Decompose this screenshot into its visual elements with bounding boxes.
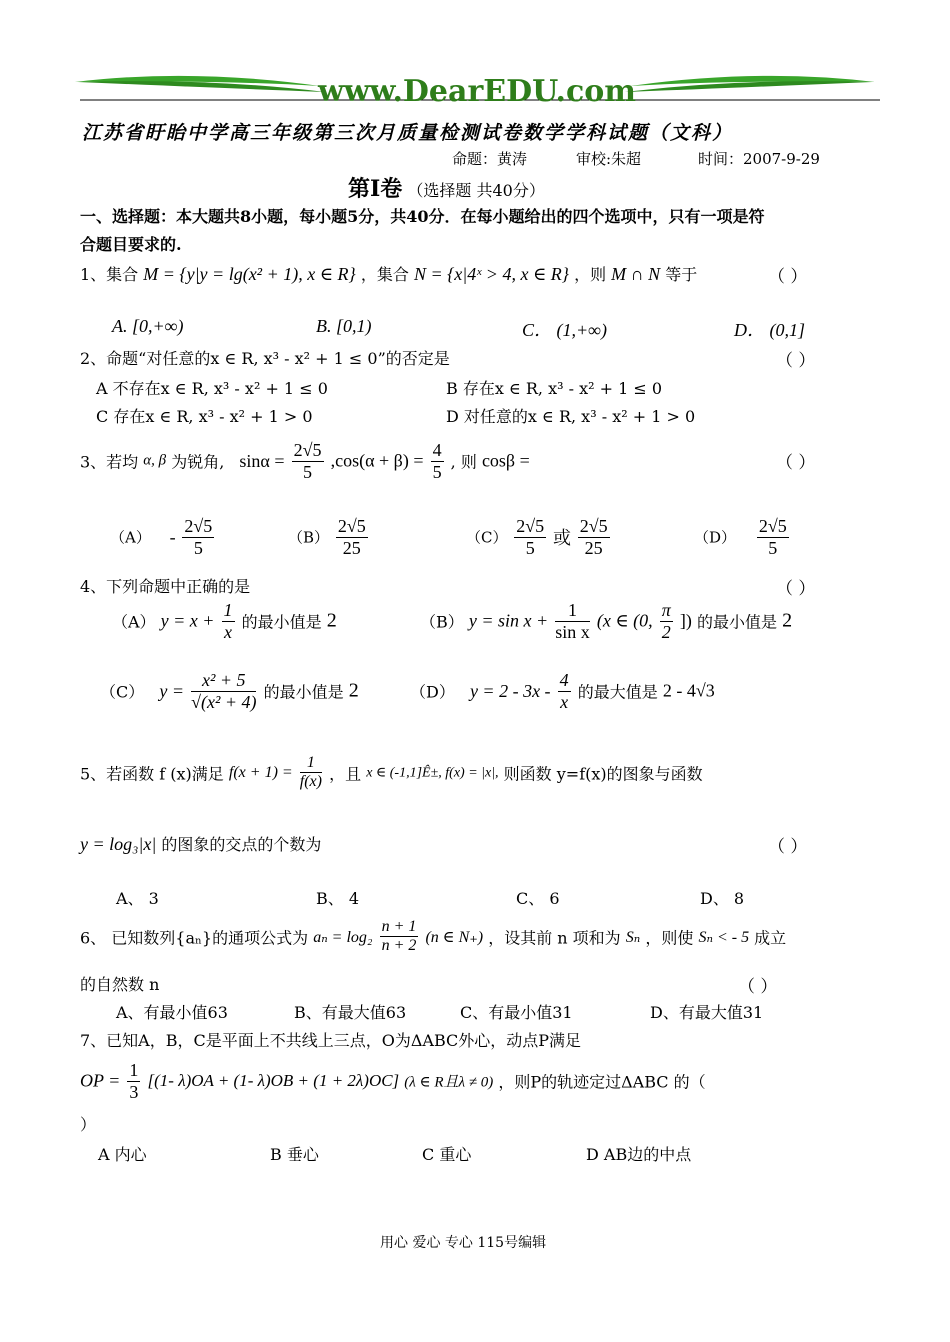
q7-stem: 7、已知A，B，C是平面上不共线上三点，O为ΔABC外心，动点P满足 xyxy=(80,1031,582,1050)
q3-then: , 则 xyxy=(450,452,477,472)
q3-option-c-frac1 xyxy=(514,516,546,558)
q6-cond-post: 成立 xyxy=(754,928,787,948)
q5-line2 xyxy=(80,832,321,855)
q4-option-c-label: （C） xyxy=(100,682,145,702)
q4-option-b-dnum: π xyxy=(661,600,671,620)
q4-option-d-val: 2 - 4√3 xyxy=(662,680,715,701)
q3-stem xyxy=(80,440,530,482)
q3-option-d xyxy=(694,516,791,558)
q6-frac xyxy=(380,918,419,956)
q4-option-b-val: 2 xyxy=(782,609,793,632)
q4-option-a-den: x xyxy=(224,621,233,642)
q3-option-c-num2: 2√5 xyxy=(579,516,608,536)
q4-option-a-frac xyxy=(222,600,235,642)
q3-option-c-den1: 5 xyxy=(525,537,535,558)
q2-option-c: C 存在x ∈ R, x³ - x² + 1 > 0 xyxy=(96,407,313,426)
q4-option-b-lhs: y = sin x + xyxy=(468,610,549,631)
q4-option-c-den: √(x² + 4) xyxy=(191,691,257,712)
q3-option-a-sign: - xyxy=(169,526,176,547)
q2-option-b: B 存在x ∈ R, x³ - x² + 1 ≤ 0 xyxy=(446,379,663,398)
q6-formula-rhs: (n ∈ N₊) xyxy=(425,928,484,946)
q7-bracket: [(1- λ)OA + (1- λ)OB + (1 + 2λ)OC] xyxy=(147,1071,400,1091)
q4-option-b-domain-frac xyxy=(660,600,673,642)
q2-option-d: D 对任意的x ∈ R, x³ - x² + 1 > 0 xyxy=(446,407,696,426)
q7-frac-num: 1 xyxy=(129,1060,139,1080)
q4-option-a-val: 2 xyxy=(326,609,337,632)
q4-option-d-label: （D） xyxy=(410,682,455,702)
q6-option-a: A、有最小值63 xyxy=(116,1003,228,1022)
q3-frac1-num: 2√5 xyxy=(293,440,322,460)
q3-cos-rhs: cosβ = xyxy=(481,450,530,471)
q5-stem xyxy=(80,754,703,792)
q1-expr: M ∩ N xyxy=(611,264,661,284)
q4-option-b-den: sin x xyxy=(555,621,590,642)
q7-formula xyxy=(80,1060,706,1102)
q5-option-c: C、 6 xyxy=(516,889,560,908)
q5-frac-num: 1 xyxy=(300,754,322,773)
q2-answer-paren: （ ） xyxy=(776,351,816,371)
q4-option-d-text: 的最大值是 xyxy=(577,682,658,702)
q7-option-d: D AB边的中点 xyxy=(586,1145,692,1164)
section-subtitle: （选择题 共40分） xyxy=(407,181,545,200)
q5-fn2: y = log₃|x| xyxy=(80,834,157,854)
q4-option-d xyxy=(410,670,715,712)
q4-option-a-label: （A） xyxy=(112,612,156,632)
header-logo-text: www.DearEDU.com xyxy=(318,74,637,109)
q6-frac-den: n + 2 xyxy=(381,937,417,955)
q3-cos-lhs: ,cos(α + β) = xyxy=(330,450,424,471)
q7-option-a: A 内心 xyxy=(98,1145,147,1164)
q4-option-b-text: 的最小值是 xyxy=(696,612,777,632)
q4-option-b xyxy=(420,600,792,642)
q5-option-a: A、 3 xyxy=(116,889,159,908)
q1-option-b: B. [0,1) xyxy=(316,316,372,336)
q4-option-d-num: 4 xyxy=(559,670,569,690)
q4-option-b-dden: 2 xyxy=(661,621,671,642)
q1-option-a: A. [0,+∞) xyxy=(112,316,184,336)
q1-label: 1、集合 xyxy=(80,265,139,284)
q7-option-b: B 垂心 xyxy=(270,1145,319,1164)
q2-stem: 2、命题“对任意的x ∈ R, x³ - x² + 1 ≤ 0”的否定是 xyxy=(80,349,450,368)
section-heading xyxy=(348,172,545,203)
q5-ask: 的图象的交点的个数为 xyxy=(161,835,322,854)
q6-mid: ，设其前 n 项和为 xyxy=(488,928,621,948)
q6-formula-lhs: aₙ = log₂ xyxy=(313,928,373,946)
q5-cond: x ∈ (-1,1]Ê±, f(x) = |x|, xyxy=(366,765,499,781)
q7-cond: (λ ∈ R且λ ≠ 0) xyxy=(404,1074,494,1091)
q7-close: ） xyxy=(80,1115,97,1134)
section-title: 第Ⅰ卷 xyxy=(348,176,403,202)
q4-option-b-domain-post: ]) xyxy=(679,610,692,631)
q3-option-a-label: （A） xyxy=(110,528,151,547)
q3-label: 3、若均 xyxy=(80,452,139,472)
q3-answer-paren: （ ） xyxy=(776,453,816,473)
byline-author: 命题：黄涛 xyxy=(452,150,528,168)
q2-option-a: A 不存在x ∈ R, x³ - x² + 1 ≤ 0 xyxy=(96,379,328,398)
q3-option-c-num1: 2√5 xyxy=(516,516,545,536)
q5-then: 则函数 y=f(x)的图象与函数 xyxy=(503,764,703,784)
q1-stem xyxy=(80,262,697,285)
q5-frac xyxy=(300,754,322,792)
q4-option-c-lhs: y = xyxy=(159,680,184,701)
q5-answer-paren: （ ） xyxy=(768,837,808,857)
q4-option-c-frac xyxy=(191,670,256,712)
q3-option-c-frac2 xyxy=(578,516,610,558)
q5-label: 5、若函数 f (x)满足 xyxy=(80,764,224,784)
q3-option-c-den2: 25 xyxy=(584,537,603,558)
q3-frac2 xyxy=(431,440,444,482)
q4-option-a-text: 的最小值是 xyxy=(241,612,322,632)
q7-frac xyxy=(127,1060,140,1102)
q4-option-c-text: 的最小值是 xyxy=(263,682,344,702)
byline-reviewer: 审校:朱超 xyxy=(576,150,642,168)
q3-option-d-frac xyxy=(757,516,789,558)
q5-option-d: D、 8 xyxy=(700,889,745,908)
q3-option-d-label: （D） xyxy=(694,528,737,547)
q3-frac2-den: 5 xyxy=(432,461,442,482)
q3-option-d-num: 2√5 xyxy=(758,516,787,536)
q4-stem: 4、下列命题中正确的是 xyxy=(80,577,251,596)
q3-option-b-num: 2√5 xyxy=(337,516,366,536)
q3-frac2-num: 4 xyxy=(432,440,442,460)
q3-option-c-or: 或 xyxy=(552,528,571,550)
byline-date: 时间：2007-9-29 xyxy=(698,150,820,168)
q4-option-b-frac xyxy=(555,600,590,642)
q4-option-b-label: （B） xyxy=(420,612,464,632)
q6-line2: 的自然数 n xyxy=(80,975,160,994)
q4-option-c-val: 2 xyxy=(348,679,359,702)
q6-cond-pre: ，则使 xyxy=(645,928,694,948)
q3-option-b-frac xyxy=(336,516,368,558)
q6-answer-paren: （ ） xyxy=(738,977,778,997)
q4-option-c xyxy=(100,670,359,712)
q1-option-d: D． (0,1] xyxy=(734,320,805,340)
q5-and: ，且 xyxy=(329,764,362,784)
q7-tail: ，则P的轨迹定过ΔABC 的（ xyxy=(498,1072,706,1092)
q4-option-a-lhs: y = x + xyxy=(160,610,215,631)
q3-option-a-num: 2√5 xyxy=(184,516,213,536)
page-title: 江苏省盱眙中学高三年级第三次月质量检测试卷数学学科试题（文科） xyxy=(82,122,734,144)
q3-vars: α, β xyxy=(143,452,167,469)
q1-mid: ，集合 xyxy=(360,265,409,284)
q4-option-d-den: x xyxy=(560,691,569,712)
q6-stem xyxy=(80,918,786,956)
q6-cond: Sₙ < - 5 xyxy=(698,928,750,946)
q3-option-a-den: 5 xyxy=(193,537,203,558)
q6-option-b: B、有最大值63 xyxy=(294,1003,407,1022)
q3-option-c xyxy=(466,516,612,558)
q4-option-d-lhs: y = 2 - 3x - xyxy=(469,680,551,701)
q4-option-a-num: 1 xyxy=(223,600,233,620)
q4-option-d-frac xyxy=(558,670,571,712)
q5-option-b: B、 4 xyxy=(316,889,360,908)
q5-frac-den: f(x) xyxy=(299,773,322,791)
q4-answer-paren: （ ） xyxy=(776,579,816,599)
q3-option-a-frac xyxy=(182,516,214,558)
q7-op-lhs: OP = xyxy=(80,1070,121,1091)
q1-set-m: M = {y|y = lg(x² + 1), x ∈ R} xyxy=(143,264,356,284)
q3-option-c-label: （C） xyxy=(466,528,508,547)
q3-acute: 为锐角, xyxy=(171,452,225,472)
instruction-line2: 合题目要求的. xyxy=(80,235,182,254)
q4-option-c-num: x² + 5 xyxy=(191,670,256,692)
q1-option-c: C． (1,+∞) xyxy=(522,320,607,340)
q3-option-b xyxy=(288,516,370,558)
q4-option-b-num: 1 xyxy=(555,600,590,622)
q3-option-b-label: （B） xyxy=(288,528,330,547)
q4-option-b-domain-pre: (x ∈ (0, xyxy=(596,610,653,631)
q7-option-c: C 重心 xyxy=(422,1145,472,1164)
page-footer: 用心 爱心 专心 115号编辑 xyxy=(380,1235,547,1251)
q1-answer-paren: （ ） xyxy=(768,267,808,287)
q3-frac1 xyxy=(292,440,324,482)
q6-frac-num: n + 1 xyxy=(380,918,419,937)
q1-set-n: N = {x|4ˣ > 4, x ∈ R} xyxy=(413,264,569,284)
q3-option-b-den: 25 xyxy=(342,537,361,558)
q4-option-a xyxy=(112,600,337,642)
q3-option-d-den: 5 xyxy=(768,537,778,558)
q6-option-d: D、有最大值31 xyxy=(650,1003,764,1022)
q1-then: ，则 xyxy=(574,265,607,284)
q6-label: 6、 已知数列{aₙ}的通项公式为 xyxy=(80,928,309,948)
q6-sn: Sₙ xyxy=(625,928,641,946)
q3-sin-lhs: sinα = xyxy=(239,450,285,471)
instruction-line1: 一、选择题：本大题共8小题，每小题5分，共40分．在每小题给出的四个选项中，只有一项是符 xyxy=(80,207,765,226)
q1-eq: 等于 xyxy=(665,265,698,284)
q6-option-c: C、有最小值31 xyxy=(460,1003,573,1022)
q3-frac1-den: 5 xyxy=(303,461,313,482)
q5-lhs: f(x + 1) = xyxy=(228,763,293,781)
q7-frac-den: 3 xyxy=(129,1081,139,1102)
q3-option-a xyxy=(110,516,216,558)
